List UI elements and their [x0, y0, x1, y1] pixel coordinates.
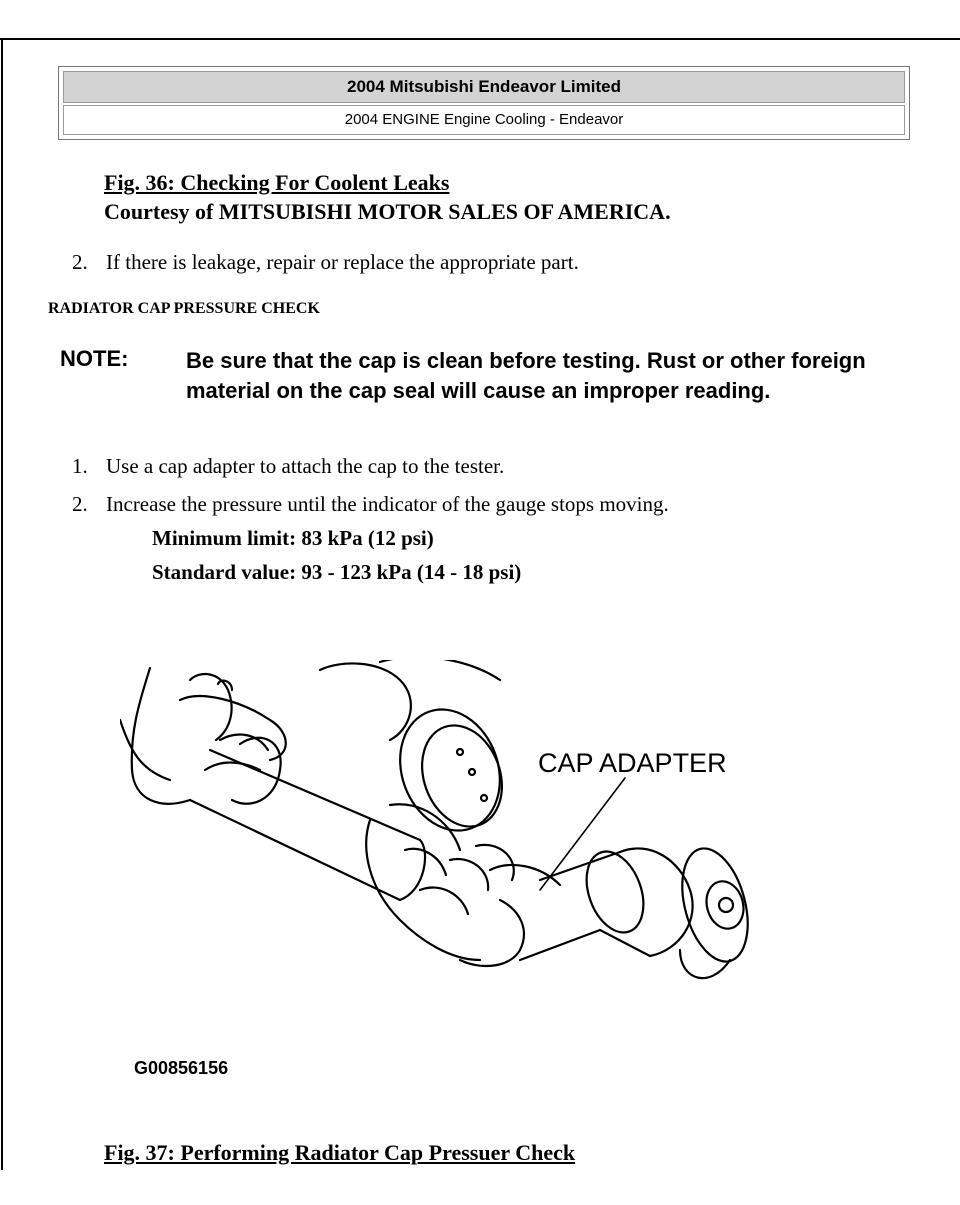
page-top-border — [0, 38, 960, 40]
step-text: If there is leakage, repair or replace the appropriate part. — [106, 250, 579, 274]
figure-37-title[interactable]: Fig. 37: Performing Radiator Cap Pressuer Check — [104, 1140, 576, 1165]
header-title: 2004 Mitsubishi Endeavor Limited — [63, 71, 905, 103]
section-heading: RADIATOR CAP PRESSURE CHECK — [48, 300, 320, 317]
step-number: 2. — [72, 250, 88, 274]
document-header — [58, 66, 910, 140]
step-number: 1. — [72, 454, 88, 478]
spec-minimum-limit: Minimum limit: 83 kPa (12 psi) — [152, 526, 434, 550]
note-text: Be sure that the cap is clean before testing. Rust or other foreign material on the cap seal will cause an improper reading. — [186, 348, 866, 403]
callout-cap-adapter: CAP ADAPTER — [538, 748, 727, 778]
illustration-code: G00856156 — [134, 1058, 229, 1078]
figure-36-courtesy: Courtesy of MITSUBISHI MOTOR SALES OF AMERICA. — [104, 199, 671, 224]
step-text: Increase the pressure until the indicator of the gauge stops moving. — [106, 492, 669, 516]
radiator-cap-tester-illustration — [120, 660, 760, 1090]
header-subtitle: 2004 ENGINE Engine Cooling - Endeavor — [63, 105, 905, 135]
figure-36-title[interactable]: Fig. 36: Checking For Coolent Leaks — [104, 170, 450, 195]
leak-repair-step — [72, 250, 872, 278]
step-1 — [72, 454, 892, 482]
step-number: 2. — [72, 492, 88, 516]
page-left-border — [1, 40, 3, 1170]
step-text: Use a cap adapter to attach the cap to the tester. — [106, 454, 505, 478]
note-label: NOTE: — [60, 346, 129, 371]
step-2 — [72, 492, 892, 520]
spec-standard-value: Standard value: 93 - 123 kPa (14 - 18 psi) — [152, 560, 522, 584]
